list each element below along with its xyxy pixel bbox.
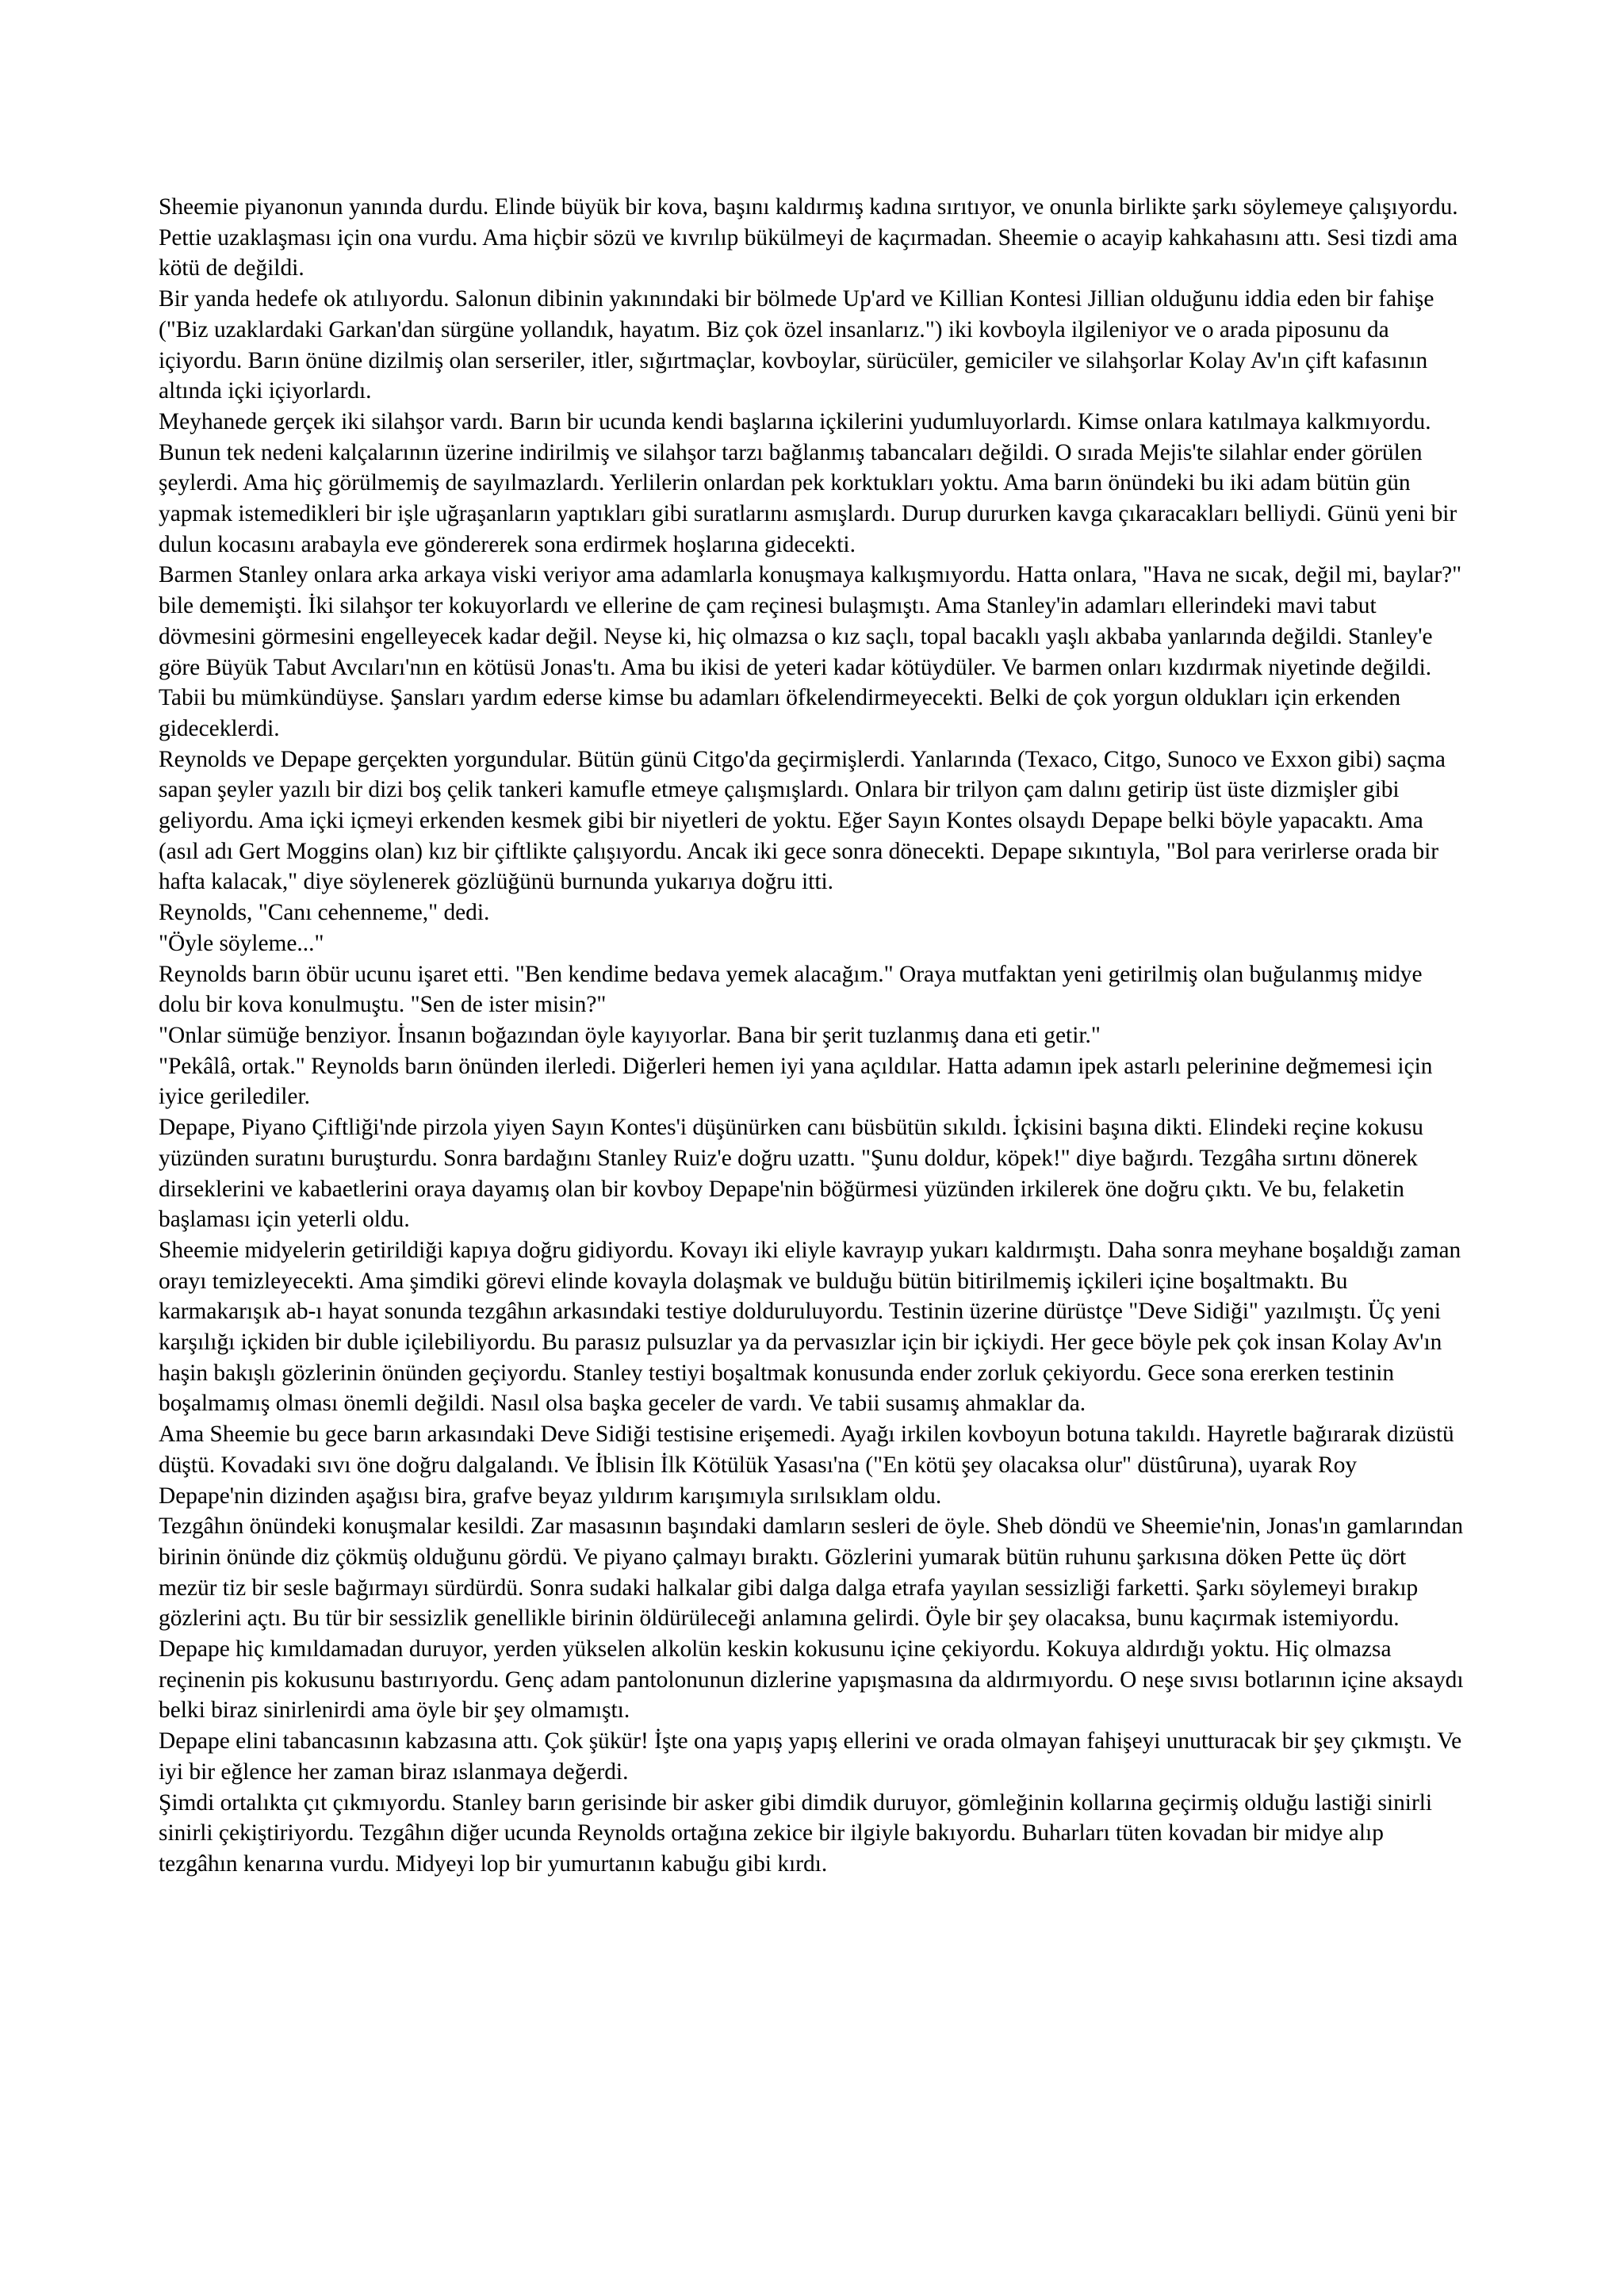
paragraph: "Öyle söyleme..." [159,930,324,956]
paragraph: Reynolds, "Canı cehenneme," dedi. [159,900,490,926]
paragraph: Reynolds barın öbür ucunu işaret etti. "Ben kendime bedava yemek alacağım." Oraya mutfaktan yeni getirilmiş olan buğulanmış midye dolu bir kova konulmuştu. "Sen de ister misin?" [159,961,1423,1018]
paragraph: Ama Sheemie bu gece barın arkasındaki Deve Sidiği testisine erişemedi. Ayağı irkilen kovboyun botuna takıldı. Hayretle bağırarak dizüstü düştü. Kovadaki sıvı öne doğru dalgalandı. Ve İblisin İlk Kötülük Yasası'na ("En kötü şey olacaksa olur" düstûruna), uyarak Roy Depape'nin dizinden aşağısı bira, grafve beyaz yıldırım karışımıyla sırılsıklam oldu. [159,1422,1454,1509]
paragraph: Depape elini tabancasının kabzasına attı. Çok şükür! İşte ona yapış yapış ellerini ve orada olmayan fahişeyi unutturacak bir şey çıkmıştı. Ve iyi bir eğlence her zaman biraz ıslanmaya değerdi. [159,1728,1462,1785]
paragraph: Şimdi ortalıkta çıt çıkmıyordu. Stanley barın gerisinde bir asker gibi dimdik duruyor, gömleğinin kollarına geçirmiş olduğu lastiği sinirli sinirli çekiştiriyordu. Tezgâhın diğer ucunda Reynolds ortağına zekice bir ilgiyle bakıyordu. Buharları tüten kovadan bir midye alıp tezgâhın kenarına vurdu. Midyeyi lop bir yumurtanın kabuğu gibi kırdı. [159,1789,1433,1877]
paragraph: Meyhanede gerçek iki silahşor vardı. Barın bir ucunda kendi başlarına içkilerini yudumluyorlardı. Kimse onlara katılmaya kalkmıyordu. Bunun tek nedeni kalçalarının üzerine indirilmiş ve silahşor tarzı bağlanmış tabancaları değildi. O sırada Mejis'te silahlar ender görülen şeylerdi. Ama hiç görülmemiş de sayılmazlardı. Yerlilerin onlardan pek korktukları yoktu. Ama barın önündeki bu iki adam bütün gün yapmak istemedikleri bir işle uğraşanların yaptıkları gibi suratlarını asmışlardı. Durup dururken kavga çıkaracakları belliydi. Günü yeni bir dulun kocasını arabayla eve göndererek sona erdirmek hoşlarına gidecekti. [159,408,1457,557]
paragraph: Barmen Stanley onlara arka arkaya viski veriyor ama adamlarla konuşmaya kalkışmıyordu. Hatta onlara, "Hava ne sıcak, değil mi, baylar?" bile dememişti. İki silahşor ter kokuyorlardı ve ellerine de çam reçinesi bulaşmıştı. Ama Stanley'in adamları ellerindeki mavi tabut dövmesini görmesini engelleyecek kadar değil. Neyse ki, hiç olmazsa o kız saçlı, topal bacaklı yaşlı akbaba yanlarında değildi. Stanley'e göre Büyük Tabut Avcıları'nın en kötüsü Jonas'tı. Ama bu ikisi de yeteri kadar kötüydüler. Ve barmen onları kızdırmak niyetinde değildi. Tabii bu mümkündüyse. Şansları yardım ederse kimse bu adamları öfkelendirmeyecekti. Belki de çok yorgun oldukları için erkenden gideceklerdi. [159,562,1462,741]
paragraph: "Onlar sümüğe benziyor. İnsanın boğazından öyle kayıyorlar. Bana bir şerit tuzlanmış dana eti getir." [159,1022,1101,1048]
paragraph: Sheemie midyelerin getirildiği kapıya doğru gidiyordu. Kovayı iki eliyle kavrayıp yukarı kaldırmıştı. Daha sonra meyhane boşaldığı zaman orayı temizleyecekti. Ama şimdiki görevi elinde kovayla dolaşmak ve bulduğu bütün bitirilmemiş içkileri içine boşaltmaktı. Bu karmakarışık ab-ı hayat sonunda tezgâhın arkasındaki testiye dolduruluyordu. Testinin üzerine dürüstçe "Deve Sidiği" yazılmıştı. Üç yeni karşılığı içkiden bir duble içilebiliyordu. Bu parasız pulsuzlar ya da pervasızlar için bir içkiydi. Her gece böyle pek çok insan Kolay Av'ın haşin bakışlı gözlerinin önünden geçiyordu. Stanley testiyi boşaltmak konusunda ender zorluk çekiyordu. Gece sona ererken testinin boşalmamış olması önemli değildi. Nasıl olsa başka geceler de vardı. Ve tabii susamış ahmaklar da. [159,1237,1461,1417]
paragraph: Bir yanda hedefe ok atılıyordu. Salonun dibinin yakınındaki bir bölmede Up'ard ve Killian Kontesi Jillian olduğunu iddia eden bir fahişe ("Biz uzaklardaki Garkan'dan sürgüne yollandık, hayatım. Biz çok özel insanlarız.") iki kovboyla ilgileniyor ve o arada piposunu da içiyordu. Barın önüne dizilmiş olan serseriler, itler, sığırtmaçlar, kovboylar, sürücüler, gemiciler ve silahşorlar Kolay Av'ın çift kafasının altında içki içiyorlardı. [159,286,1434,404]
paragraph: Depape, Piyano Çiftliği'nde pirzola yiyen Sayın Kontes'i düşünürken canı büsbütün sıkıldı. İçkisini başına dikti. Elindeki reçine kokusu yüzünden suratını buruşturdu. Sonra bardağını Stanley Ruiz'e doğru uzattı. "Şunu doldur, köpek!" diye bağırdı. Tezgâha sırtını dönerek dirseklerini ve kabaetlerini oraya dayamış olan bir kovboy Depape'nin böğürmesi yüzünden irkilerek öne doğru çıktı. Ve bu, felaketin başlaması için yeterli oldu. [159,1115,1423,1233]
paragraph: Reynolds ve Depape gerçekten yorgundular. Bütün günü Citgo'da geçirmişlerdi. Yanlarında (Texaco, Citgo, Sunoco ve Exxon gibi) saçma sapan şeyler yazılı bir dizi boş çelik tankeri kamufle etmeye çalışmışlardı. Onlara bir trilyon çam dalını getirip üst üste dizmişler gibi geliyordu. Ama içki içmeyi erkenden kesmek gibi bir niyetleri de yoktu. Eğer Sayın Kontes olsaydı Depape belki böyle yapacaktı. Ama (asıl adı Gert Moggins olan) kız bir çiftlikte çalışıyordu. Ancak iki gece sonra dönecekti. Depape sıkıntıyla, "Bol para verirlerse orada bir hafta kalacak," diye söylenerek gözlüğünü burnunda yukarıya doğru itti. [159,746,1446,895]
document-page [159,192,1467,1880]
paragraph: Depape hiç kımıldamadan duruyor, yerden yükselen alkolün keskin kokusunu içine çekiyordu. Kokuya aldırdığı yoktu. Hiç olmazsa reçinenin pis kokusunu bastırıyordu. Genç adam pantolonunun dizlerine yapışmasına da aldırmıyordu. O neşe sıvısı botlarının içine aksaydı belki biraz sinirlenirdi ama öyle bir şey olmamıştı. [159,1636,1464,1724]
paragraph: Sheemie piyanonun yanında durdu. Elinde büyük bir kova, başını kaldırmış kadına sırıtıyor, ve onunla birlikte şarkı söylemeye çalışıyordu. Pettie uzaklaşması için ona vurdu. Ama hiçbir sözü ve kıvrılıp bükülmeyi de kaçırmadan. Sheemie o acayip kahkahasını attı. Sesi tizdi ama kötü de değildi. [159,194,1458,281]
paragraph: Tezgâhın önündeki konuşmalar kesildi. Zar masasının başındaki damların sesleri de öyle. Sheb döndü ve Sheemie'nin, Jonas'ın gamlarından birinin önünde diz çökmüş olduğunu gördü. Ve piyano çalmayı bıraktı. Gözlerini yumarak bütün ruhunu şarkısına döken Pette üç dört mezür tiz bir sesle bağırmayı sürdürdü. Sonra sudaki halkalar gibi dalga dalga etrafa yayılan sessizliği farketti. Şarkı söylemeyi bırakıp gözlerini açtı. Bu tür bir sessizlik genellikle birinin öldürüleceği anlamına gelirdi. Öyle bir şey olacaksa, bunu kaçırmak istemiyordu. [159,1513,1464,1632]
paragraph: "Pekâlâ, ortak." Reynolds barın önünden ilerledi. Diğerleri hemen iyi yana açıldılar. Hatta adamın ipek astarlı pelerinine değmemesi için iyice gerilediler. [159,1053,1433,1110]
